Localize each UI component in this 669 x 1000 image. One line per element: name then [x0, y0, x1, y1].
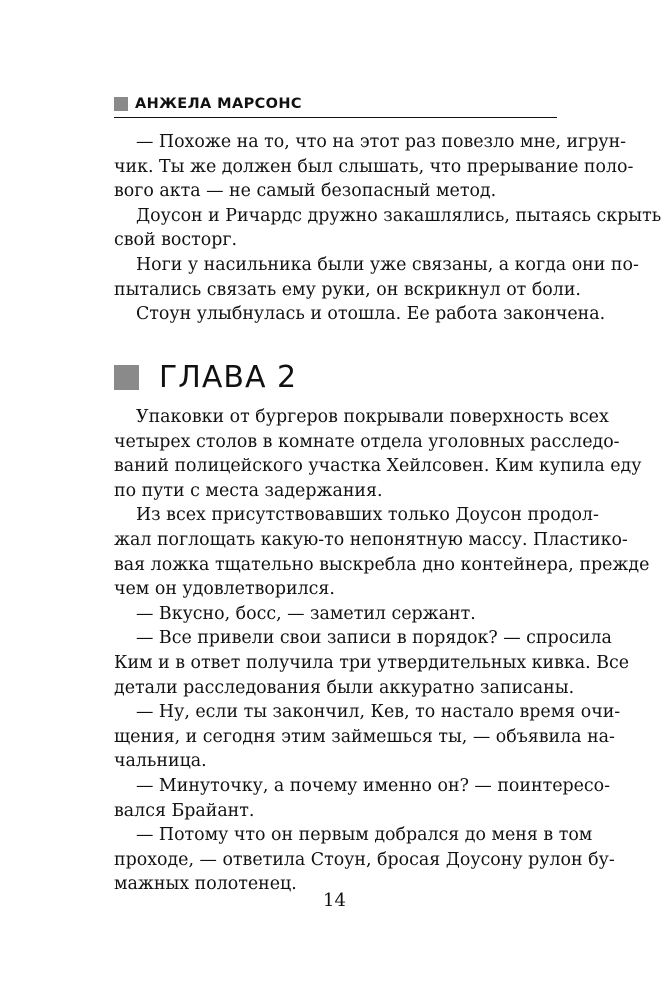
chapter-heading [114, 352, 297, 402]
page-number: 14 [323, 890, 346, 911]
text-line: вался Брайант. [114, 800, 255, 821]
text-line: Из всех присутствовавших только Доусон продол- [136, 505, 599, 526]
paragraph [114, 302, 606, 327]
text-line: Ким и в ответ получила три утвердительных кивка. Все [114, 652, 630, 673]
text-line: — Вкусно, босс, — заметил сержант. [136, 603, 476, 624]
paragraph [114, 626, 630, 700]
running-head [114, 91, 557, 118]
paragraph [114, 130, 634, 204]
header-square-ornament [114, 97, 128, 111]
text-line: Упаковки от бургеров покрывали поверхность всех [136, 407, 609, 427]
text-line: детали расследования были аккуратно записаны. [114, 677, 575, 698]
text-line: чальница. [114, 751, 207, 772]
text-line: ваний полицейского участка Хейлсовен. Ким купила еду [114, 456, 642, 477]
text-line: — Все привели свои записи в порядок? — спросила [136, 628, 612, 649]
text-line: — Минуточку, а почему именно он? — поинтересо- [136, 775, 611, 796]
text-line: вая ложка тщательно выскребла дно контейнера, прежде [114, 554, 650, 575]
text-line: — Потому что он первым добрался до меня в том [136, 825, 593, 846]
text-line: щения, и сегодня этим займешься ты, — объявила на- [114, 726, 615, 747]
text-line: — Похоже на то, что на этот раз повезло мне, игрун- [136, 132, 627, 152]
chapter-square-ornament [114, 365, 139, 390]
text-line: пытались связать ему руки, он вскрикнул от боли. [114, 279, 581, 300]
text-line: по пути с места задержания. [114, 480, 383, 501]
author-name: АНЖЕЛА МАРСОНС [135, 96, 302, 112]
text-line: — Ну, если ты закончил, Кев, то настало время очи- [136, 702, 621, 723]
paragraph [114, 700, 621, 774]
text-line: Стоун улыбнулась и отошла. Ее работа закончена. [136, 304, 606, 325]
text-line: жал поглощать какую-то непонятную массу. Пластико- [114, 529, 628, 550]
paragraph [114, 503, 650, 601]
text-line: проходе, — ответила Стоун, бросая Доусону рулон бу- [114, 849, 615, 870]
text-line: мажных полотенец. [114, 874, 297, 895]
paragraph [114, 602, 557, 627]
paragraph [114, 204, 662, 253]
paragraph [114, 823, 615, 897]
text-block-chapter [114, 405, 650, 897]
text-line: свой восторг. [114, 230, 237, 251]
paragraph [114, 774, 611, 823]
text-block-top [114, 130, 662, 327]
text-line: чем он удовлетворился. [114, 579, 335, 600]
paragraph [114, 253, 639, 302]
chapter-title: ГЛАВА 2 [159, 359, 298, 395]
text-line: Ноги у насильника были уже связаны, а когда они по- [136, 254, 639, 275]
text-line: четырех столов в комнате отдела уголовных расследо- [114, 431, 620, 452]
text-line: Доусон и Ричардс дружно закашлялись, пытаясь скрыть [136, 205, 662, 226]
text-line: вого акта — не самый безопасный метод. [114, 181, 497, 202]
text-line: чик. Ты же должен был слышать, что прерывание поло- [114, 156, 634, 177]
paragraph [114, 405, 642, 503]
